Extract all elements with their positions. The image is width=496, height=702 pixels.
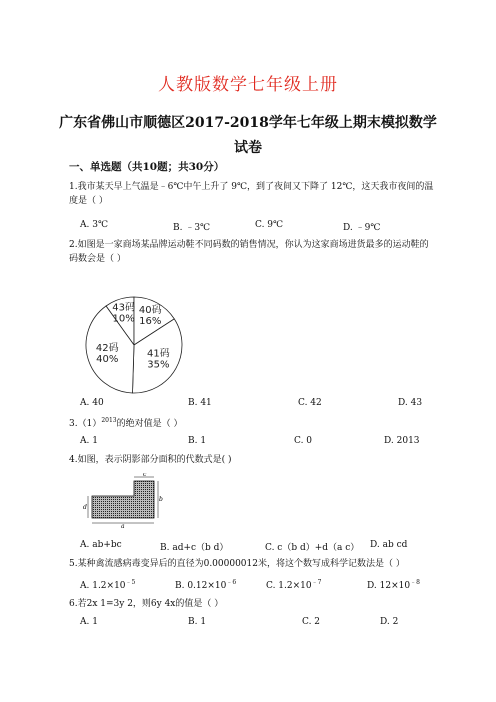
option-a[interactable]: A. 1 [80, 617, 98, 627]
question-4: 4.如图，表示阴影部分面积的代数式是( ) [69, 455, 232, 465]
pie-slice-label: 40码 [138, 305, 162, 317]
option-b-exponent: ﹣6 [226, 579, 237, 586]
option-c[interactable]: C. 0 [294, 436, 313, 446]
question-2-options [80, 398, 440, 410]
question-2-line2: 码数会是（ ） [69, 254, 126, 264]
label-b: b [159, 496, 163, 503]
question-3-options [80, 436, 440, 448]
pie-slice-percent: 35% [147, 359, 170, 371]
question-1-options [80, 220, 440, 232]
question-3-prefix: 3.（1） [69, 419, 102, 429]
option-c[interactable] [266, 577, 321, 591]
option-a[interactable] [80, 577, 135, 591]
option-a-base: A. 1.2×10 [80, 581, 126, 591]
option-d[interactable]: D. 2013 [384, 436, 420, 446]
option-b-base: B. 0.12×10 [175, 581, 227, 591]
option-c[interactable]: C. c（b d）+d（a c） [265, 543, 360, 553]
option-a[interactable]: A. 3℃ [80, 220, 109, 230]
option-c-exponent: ﹣7 [311, 579, 322, 586]
question-2 [69, 238, 439, 266]
option-d[interactable] [367, 577, 420, 591]
option-a[interactable]: A. 40 [80, 398, 104, 408]
label-d: d [83, 504, 87, 511]
pie-slice-percent: 16% [139, 316, 162, 328]
option-a-exponent: ﹣5 [125, 579, 136, 586]
option-d[interactable]: D. ﹣9℃ [343, 223, 381, 233]
question-1-line1: 1.我市某天早上气温是﹣6℃中午上升了 9℃，到了夜间又下降了 12℃，这天我市夜间的温 [69, 182, 434, 192]
question-6-options [80, 617, 440, 629]
question-4-options [80, 540, 440, 552]
option-b[interactable]: B. 41 [188, 398, 212, 408]
option-a[interactable]: A. 1 [80, 436, 98, 446]
question-1-line2: 度是（ ） [69, 196, 108, 206]
option-b[interactable]: B. 1 [188, 436, 207, 446]
option-b[interactable]: B. ad+c（b d） [160, 543, 229, 553]
pie-slice-percent: 10% [112, 313, 135, 325]
pie-chart [84, 280, 184, 410]
option-c[interactable]: C. 42 [298, 398, 322, 408]
exam-title-line2: 试卷 [234, 140, 262, 156]
question-3 [69, 414, 439, 431]
option-d[interactable]: D. ab cd [370, 540, 408, 550]
question-2-line1: 2.如图是一家商场某品牌运动鞋不同码数的销售情况，你认为这家商场进货最多的运动鞋的 [69, 240, 429, 250]
exam-title-line1: 广东省佛山市顺德区2017-2018学年七年级上期末模拟数学 [59, 115, 437, 131]
option-b[interactable]: B. ﹣3℃ [173, 223, 211, 233]
question-6: 6.若2x 1=3y 2，则6y 4x的值是（ ） [69, 599, 224, 609]
question-5-options [80, 577, 440, 589]
option-d[interactable]: D. 2 [380, 617, 399, 627]
option-c[interactable]: C. 9℃ [255, 220, 284, 230]
option-c[interactable]: C. 2 [302, 617, 321, 627]
option-c-base: C. 1.2×10 [266, 581, 312, 591]
label-c: c [143, 473, 147, 478]
question-3-exponent: 2013 [101, 417, 117, 424]
pie-slice-label: 42码 [95, 343, 119, 355]
question-1 [69, 180, 439, 208]
option-d[interactable]: D. 43 [398, 398, 423, 408]
question-5: 5.某种禽流感病毒变异后的直径为0.00000012米，将这个数写成科学记数法是（ ） [69, 559, 405, 569]
shaded-region [92, 481, 154, 518]
option-b[interactable] [175, 577, 236, 591]
section-heading: 一、单选题（共10题；共30分） [69, 161, 225, 173]
pie-slice-label: 43码 [112, 302, 135, 314]
option-d-base: D. 12×10 [367, 581, 411, 591]
pie-slice-label: 41码 [147, 348, 170, 360]
label-a: a [121, 523, 125, 528]
option-a[interactable]: A. ab+bc [80, 540, 122, 550]
question-3-suffix: 的绝对值是（ ） [116, 419, 183, 429]
option-d-exponent: ﹣8 [410, 579, 420, 586]
banner-title: 人教版数学七年级上册 [158, 75, 338, 95]
pie-slice-percent: 40% [96, 354, 119, 366]
shaded-figure [83, 473, 163, 528]
option-b[interactable]: B. 1 [188, 617, 207, 627]
